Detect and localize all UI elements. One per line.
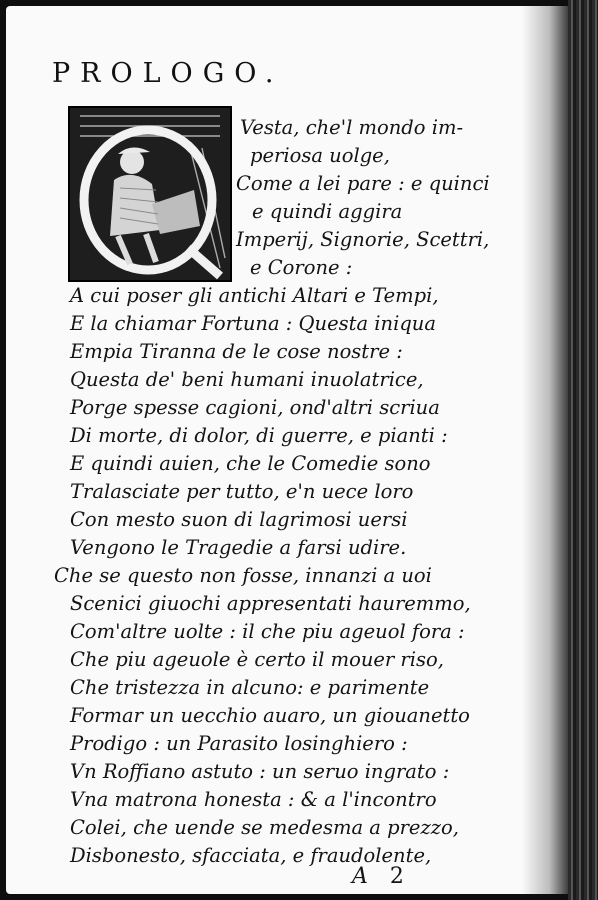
text-line: Porge spesse cagioni, ond'altri scriua <box>70 396 440 419</box>
text-line: Tralasciate per tutto, e'n uece loro <box>70 480 414 503</box>
text-line: Vna matrona honesta : & a l'incontro <box>70 788 437 811</box>
text-line: Colei, che uende se medesma a prezzo, <box>70 816 459 839</box>
text-line: e Corone : <box>250 256 353 279</box>
text-line: Che se questo non fosse, innanzi a uoi <box>54 564 432 587</box>
prologue-text <box>6 6 566 894</box>
gutter-shadow <box>522 6 568 894</box>
text-line: Vengono le Tragedie a farsi udire. <box>70 536 407 559</box>
text-line: Prodigo : un Parasito losinghiero : <box>70 732 408 755</box>
book-page <box>6 6 568 894</box>
text-line: e quindi aggira <box>252 200 403 223</box>
text-line: Con mesto suon di lagrimosi uersi <box>70 508 408 531</box>
text-line: E la chiamar Fortuna : Questa iniqua <box>70 312 436 335</box>
text-line: Vn Roffiano astuto : un seruo ingrato : <box>70 760 450 783</box>
text-line: Scenici giuochi appresentati hauremmo, <box>70 592 471 615</box>
text-line: Come a lei pare : e quinci <box>236 172 490 195</box>
folio-number: 2 <box>389 864 404 889</box>
text-line: E quindi auien, che le Comedie sono <box>70 452 431 475</box>
text-line: Formar un uecchio auaro, un giouanetto <box>70 704 470 727</box>
signature-mark-line <box>352 864 404 889</box>
text-line: Di morte, di dolor, di guerre, e pianti : <box>70 424 448 447</box>
text-line: Imperij, Signorie, Scettri, <box>236 228 490 251</box>
text-line: Disbonesto, sfacciata, e fraudolente, <box>70 844 432 867</box>
text-line: Com'altre uolte : il che piu ageuol fora : <box>70 620 465 643</box>
text-line: Che tristezza in alcuno: e parimente <box>70 676 430 699</box>
text-line: A cui poser gli antichi Altari e Tempi, <box>70 284 439 307</box>
page-header: PROLOGO. <box>52 58 284 89</box>
book-spine <box>568 0 598 900</box>
text-line: periosa uolge, <box>250 144 390 167</box>
text-line: Vesta, che'l mondo im- <box>240 116 464 139</box>
text-line: Empia Tiranna de le cose nostre : <box>70 340 403 363</box>
text-line: Che piu ageuole è certo il mouer riso, <box>70 648 444 671</box>
text-line: Questa de' beni humani inuolatrice, <box>70 368 424 391</box>
signature-letter: A <box>352 864 368 889</box>
